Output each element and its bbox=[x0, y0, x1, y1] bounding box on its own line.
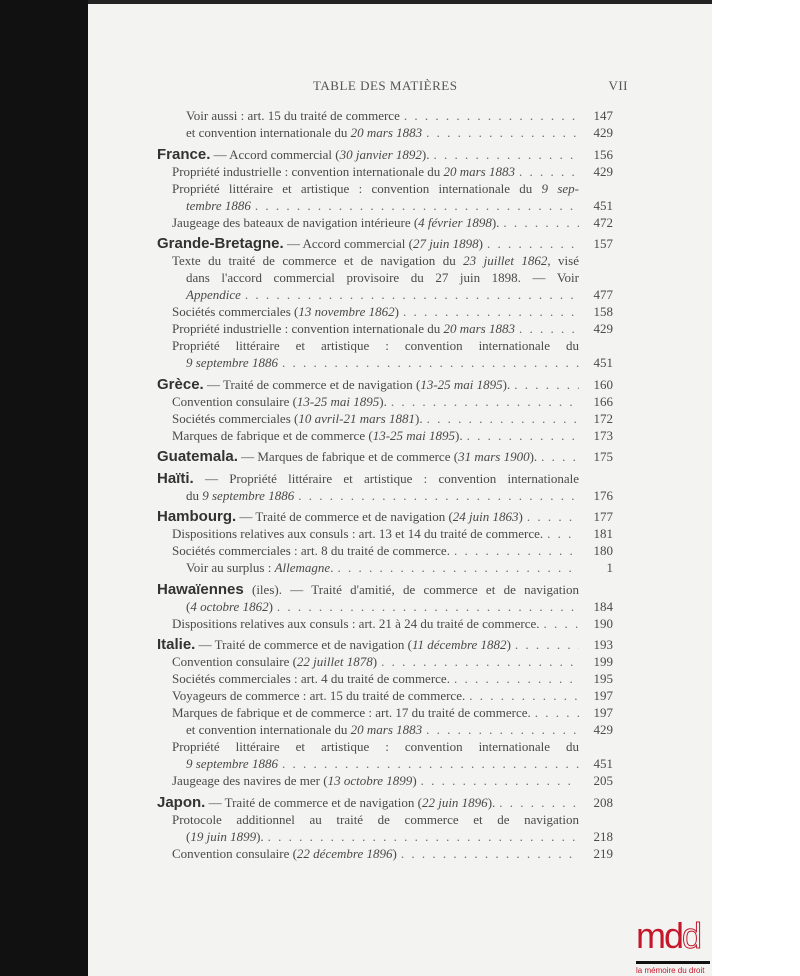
document-page bbox=[88, 4, 712, 976]
date-text: 4 octobre 1862 bbox=[190, 598, 269, 614]
entry-text-part: Convention consulaire ( bbox=[172, 654, 297, 669]
entry-text-part: Convention consulaire ( bbox=[172, 845, 297, 861]
dot-leader bbox=[387, 393, 579, 410]
logo-tagline: la mémoire du droit bbox=[636, 966, 705, 975]
toc-entry-heading bbox=[157, 581, 613, 598]
page-number: 451 bbox=[593, 355, 613, 370]
entry-text bbox=[157, 581, 579, 598]
entry-text-part: Propriété industrielle : convention internationale du bbox=[172, 321, 444, 336]
page-number: 180 bbox=[593, 543, 613, 558]
dot-leader bbox=[400, 107, 579, 124]
entry-text bbox=[172, 704, 531, 721]
country-name: Hawaïennes bbox=[157, 580, 244, 598]
country-name: France. bbox=[157, 145, 211, 163]
dot-leader bbox=[510, 376, 579, 393]
toc-entry-heading bbox=[157, 146, 613, 163]
toc-entry bbox=[157, 598, 613, 615]
toc-entry bbox=[157, 303, 613, 320]
entry-text-part: ). bbox=[455, 427, 463, 443]
date-text: 20 mars 1883 bbox=[350, 125, 423, 140]
toc-entry bbox=[157, 252, 613, 269]
dot-leader bbox=[264, 828, 579, 845]
entry-text-part: ) bbox=[394, 304, 399, 319]
toc-entry bbox=[157, 197, 613, 214]
date-text: 22 décembre 1896 bbox=[296, 845, 393, 861]
entry-text-part: ). bbox=[502, 376, 511, 392]
toc-entry bbox=[157, 811, 613, 828]
page-number: 429 bbox=[593, 321, 613, 336]
date-text: 9 septembre 1886 bbox=[202, 487, 295, 503]
country-name: Japon. bbox=[157, 793, 206, 811]
entry-text bbox=[186, 598, 273, 615]
toc-entry bbox=[157, 286, 613, 303]
dot-leader bbox=[511, 636, 579, 653]
entry-text-part: Sociétés commerciales : art. 8 du traité de commerce. bbox=[172, 543, 450, 558]
date-text: Appendice bbox=[186, 287, 241, 302]
date-text: 31 mars 1900 bbox=[458, 449, 530, 464]
entry-text bbox=[172, 337, 579, 354]
page-number: 181 bbox=[593, 526, 613, 541]
page-folio: VII bbox=[608, 78, 628, 93]
toc-entry bbox=[157, 525, 613, 542]
entry-text-part: et convention internationale du bbox=[186, 722, 351, 737]
toc-entry bbox=[157, 487, 613, 504]
dot-leader bbox=[399, 303, 579, 320]
entry-text bbox=[172, 653, 377, 670]
dot-leader bbox=[515, 320, 579, 337]
country-name: Grande-Bretagne. bbox=[157, 235, 284, 252]
page-column-empty bbox=[579, 269, 613, 286]
page-column-empty bbox=[579, 811, 613, 828]
entry-text-part: Sociétés commerciales ( bbox=[172, 410, 299, 426]
page-number: 197 bbox=[593, 705, 613, 720]
page-number: 156 bbox=[593, 146, 613, 162]
toc-entry bbox=[157, 393, 613, 410]
dot-leader bbox=[251, 197, 579, 214]
entry-text-part: ). bbox=[379, 393, 387, 409]
dot-leader bbox=[540, 615, 579, 632]
page-number: 219 bbox=[593, 845, 613, 861]
date-text: 24 juin 1863 bbox=[452, 509, 519, 524]
date-text: 4 février 1898 bbox=[418, 214, 492, 230]
entry-text bbox=[172, 410, 423, 427]
page-number: 451 bbox=[593, 197, 613, 213]
page-column-empty bbox=[579, 738, 613, 755]
entry-text bbox=[172, 214, 499, 231]
entry-text bbox=[186, 197, 251, 214]
entry-text bbox=[172, 772, 417, 789]
entry-text bbox=[172, 320, 515, 337]
toc-entry bbox=[157, 738, 613, 755]
entry-text bbox=[172, 303, 399, 320]
dot-leader bbox=[495, 794, 579, 811]
entry-text bbox=[172, 738, 579, 755]
page-number: 451 bbox=[593, 756, 613, 771]
toc-entry bbox=[157, 670, 613, 687]
page-number: 177 bbox=[593, 509, 613, 524]
toc-entry bbox=[157, 828, 613, 845]
entry-text-part: ) bbox=[412, 773, 417, 788]
toc-entry bbox=[157, 721, 613, 738]
page-number: 172 bbox=[593, 410, 613, 426]
toc-entry bbox=[157, 163, 613, 180]
entry-text bbox=[186, 487, 294, 504]
entry-text-part: ) bbox=[372, 654, 378, 669]
margin-right bbox=[712, 0, 800, 976]
dot-leader bbox=[483, 235, 579, 252]
entry-text-part: — Propriété littéraire et artistique : convention internationale bbox=[193, 470, 579, 486]
date-text: 20 mars 1883 bbox=[443, 163, 515, 179]
entry-text bbox=[186, 828, 264, 845]
entry-text-part: dans l'accord commercial provisoire du 27 juin 1898. — Voir bbox=[186, 270, 579, 285]
dot-leader bbox=[397, 845, 579, 862]
dot-leader bbox=[463, 427, 579, 444]
entry-text-part: Sociétés commerciales ( bbox=[172, 304, 299, 319]
logo-bar bbox=[636, 961, 710, 964]
date-text: 9 sep- bbox=[541, 180, 579, 196]
page-number: 218 bbox=[593, 828, 613, 844]
entry-text-part: ) bbox=[506, 637, 511, 652]
dot-leader bbox=[422, 721, 579, 738]
page-number: 160 bbox=[593, 376, 613, 392]
page-number: 199 bbox=[593, 654, 613, 669]
entry-text-part: . bbox=[330, 560, 334, 575]
date-text: 13-25 mai 1895 bbox=[372, 427, 456, 443]
dot-leader bbox=[499, 214, 579, 231]
entry-text bbox=[186, 721, 422, 738]
date-text: 13-25 mai 1895 bbox=[296, 393, 380, 409]
entry-text-part: ( bbox=[186, 598, 191, 614]
entry-text-part: ) bbox=[478, 236, 484, 251]
dot-leader bbox=[523, 508, 579, 525]
entry-text bbox=[186, 124, 422, 141]
toc-entry bbox=[157, 845, 613, 862]
dot-leader bbox=[450, 542, 579, 559]
entry-text-part: Voyageurs de commerce : art. 15 du traité de commerce. bbox=[172, 688, 466, 703]
date-text: 9 septembre 1886 bbox=[186, 756, 278, 771]
page-number: 157 bbox=[593, 236, 613, 251]
page-column-empty bbox=[579, 337, 613, 354]
entry-text-part: Jaugeage des navires de mer ( bbox=[172, 773, 328, 788]
page-number: 193 bbox=[593, 637, 613, 652]
entry-text bbox=[157, 508, 523, 525]
scan-border-left bbox=[0, 0, 88, 976]
page-number: 166 bbox=[593, 393, 613, 409]
entry-text bbox=[186, 269, 579, 286]
date-text: 23 juillet 1862 bbox=[463, 253, 548, 268]
toc-entry bbox=[157, 687, 613, 704]
entry-text-part: — Traité de commerce et de navigation ( bbox=[205, 794, 422, 810]
toc-entry bbox=[157, 214, 613, 231]
entry-text bbox=[172, 163, 515, 180]
page-number: 472 bbox=[593, 214, 613, 230]
toc-entry-heading bbox=[157, 794, 613, 811]
entry-text-part: — Accord commercial ( bbox=[210, 146, 340, 162]
dot-leader bbox=[450, 670, 579, 687]
toc-entry-heading bbox=[157, 448, 613, 465]
entry-text-part: Voir aussi : art. 15 du traité de commerce bbox=[186, 108, 400, 123]
entry-text-part: — Traité de commerce et de navigation ( bbox=[195, 637, 412, 652]
logo-mark: mdd bbox=[636, 915, 701, 956]
dot-leader bbox=[422, 124, 579, 141]
page-column-empty bbox=[579, 470, 613, 487]
toc-entry bbox=[157, 615, 613, 632]
dot-leader bbox=[241, 286, 579, 303]
entry-text-part: Sociétés commerciales : art. 4 du traité de commerce. bbox=[172, 671, 450, 686]
page-column-empty bbox=[579, 252, 613, 269]
toc-entry bbox=[157, 772, 613, 789]
date-text: 19 juin 1899 bbox=[190, 828, 257, 844]
entry-text-part: ) bbox=[518, 509, 523, 524]
date-text: 30 janvier 1892 bbox=[339, 146, 422, 162]
entry-text bbox=[172, 615, 540, 632]
date-text: 22 juillet 1878 bbox=[296, 654, 373, 669]
date-text: 13 octobre 1899 bbox=[327, 773, 413, 788]
entry-text bbox=[157, 448, 537, 465]
entry-text-part: Marques de fabrique et de commerce : art. 17 du traité de commerce. bbox=[172, 705, 531, 720]
page-number: 429 bbox=[593, 125, 613, 140]
page-number: 208 bbox=[593, 794, 613, 810]
entry-text bbox=[157, 794, 495, 811]
running-title: TABLE DES MATIÈRES bbox=[313, 78, 458, 93]
entry-text bbox=[157, 235, 483, 252]
entry-text-part: Convention consulaire ( bbox=[172, 393, 297, 409]
entry-text-part: Jaugeage des bateaux de navigation intérieure ( bbox=[172, 214, 419, 230]
entry-text-part: Dispositions relatives aux consuls : art. 13 et 14 du traité de commerce. bbox=[172, 526, 544, 541]
page-column-empty bbox=[579, 581, 613, 598]
toc-entry bbox=[157, 107, 613, 124]
country-name: Haïti. bbox=[157, 469, 194, 487]
toc-entry-heading bbox=[157, 508, 613, 525]
toc-entry-heading bbox=[157, 636, 613, 653]
toc-entry-heading bbox=[157, 376, 613, 393]
toc-entry bbox=[157, 653, 613, 670]
page-number: 477 bbox=[593, 287, 613, 302]
dot-leader bbox=[515, 163, 579, 180]
country-name: Hambourg. bbox=[157, 508, 237, 525]
dot-leader bbox=[278, 354, 579, 371]
dot-leader bbox=[294, 487, 579, 504]
entry-text-part: ). bbox=[529, 449, 538, 464]
entry-text bbox=[186, 559, 333, 576]
page-number: 429 bbox=[593, 722, 613, 737]
entry-text bbox=[172, 393, 387, 410]
dot-leader bbox=[537, 448, 579, 465]
date-text: 13-25 mai 1895 bbox=[420, 376, 503, 392]
date-text: 13 novembre 1862 bbox=[298, 304, 395, 319]
dot-leader bbox=[465, 687, 579, 704]
date-text: 20 mars 1883 bbox=[443, 321, 515, 336]
page-number: 205 bbox=[593, 773, 613, 788]
page-number: 173 bbox=[593, 427, 613, 443]
toc-entry bbox=[157, 180, 613, 197]
entry-text-part: Propriété industrielle : convention internationale du bbox=[172, 163, 444, 179]
entry-text bbox=[172, 687, 465, 704]
date-text: 20 mars 1883 bbox=[350, 722, 423, 737]
toc-entry bbox=[157, 704, 613, 721]
page-number: 184 bbox=[593, 598, 613, 614]
entry-text-part: — Marques de fabrique et de commerce ( bbox=[237, 449, 459, 464]
dot-leader bbox=[430, 146, 579, 163]
entry-text-part: ) bbox=[392, 845, 397, 861]
entry-text-part: — Accord commercial ( bbox=[283, 236, 413, 251]
entry-text-part: ). bbox=[487, 794, 496, 810]
entry-text-part: Propriété littéraire et artistique : convention internationale du bbox=[172, 739, 579, 754]
entry-text-part: Texte du traité de commerce et de navigation du bbox=[172, 253, 464, 268]
date-text: Allemagne bbox=[274, 560, 331, 575]
entry-text bbox=[186, 107, 400, 124]
dot-leader bbox=[531, 704, 579, 721]
entry-text bbox=[172, 811, 579, 828]
entry-text-part: — Traité de commerce et de navigation ( bbox=[203, 376, 421, 392]
entry-text bbox=[172, 427, 463, 444]
entry-text-part: Propriété littéraire et artistique : convention internationale du bbox=[172, 338, 579, 353]
toc-entry bbox=[157, 542, 613, 559]
entry-text bbox=[186, 755, 278, 772]
entry-text-part: Propriété littéraire et artistique : convention internationale du bbox=[172, 180, 542, 196]
entry-text bbox=[157, 636, 511, 653]
entry-text-part: Protocole additionnel au traité de commerce et de navigation bbox=[172, 811, 579, 827]
toc-entry bbox=[157, 755, 613, 772]
entry-text-part: ). bbox=[256, 828, 264, 844]
mdd-logo bbox=[632, 915, 712, 976]
country-name: Italie. bbox=[157, 636, 196, 653]
toc-entry bbox=[157, 354, 613, 371]
entry-text bbox=[172, 670, 450, 687]
date-text: 22 juin 1896 bbox=[421, 794, 488, 810]
date-text: 10 avril-21 mars 1881 bbox=[298, 410, 415, 426]
entry-text-part: ) bbox=[268, 598, 273, 614]
page-number: 1 bbox=[606, 560, 613, 575]
toc-entry bbox=[157, 410, 613, 427]
date-text: tembre 1886 bbox=[186, 197, 251, 213]
entry-text bbox=[157, 146, 430, 163]
toc-entry-heading bbox=[157, 470, 613, 487]
toc-entry bbox=[157, 559, 613, 576]
toc-entry-heading bbox=[157, 235, 613, 252]
date-text: 9 septembre 1886 bbox=[186, 355, 278, 370]
entry-text bbox=[157, 376, 510, 393]
date-text: 11 décembre 1882 bbox=[411, 637, 507, 652]
page-number: 197 bbox=[593, 688, 613, 703]
toc-entry bbox=[157, 427, 613, 444]
entry-text bbox=[172, 542, 450, 559]
entry-text bbox=[172, 845, 397, 862]
dot-leader bbox=[333, 559, 579, 576]
entry-text bbox=[186, 286, 241, 303]
dot-leader bbox=[273, 598, 579, 615]
toc-entry bbox=[157, 320, 613, 337]
entry-text-part: ( bbox=[186, 828, 191, 844]
entry-text bbox=[186, 354, 278, 371]
dot-leader bbox=[543, 525, 579, 542]
dot-leader bbox=[377, 653, 579, 670]
entry-text bbox=[172, 252, 579, 269]
page-number: 158 bbox=[593, 304, 613, 319]
dot-leader bbox=[417, 772, 579, 789]
entry-text bbox=[172, 525, 543, 542]
page-number: 147 bbox=[593, 108, 613, 123]
entry-text bbox=[157, 470, 579, 487]
table-of-contents bbox=[157, 107, 613, 862]
entry-text-part: , visé bbox=[547, 253, 579, 268]
entry-text bbox=[172, 180, 579, 197]
toc-entry bbox=[157, 337, 613, 354]
dot-leader bbox=[278, 755, 579, 772]
entry-text-part: Marques de fabrique et de commerce ( bbox=[172, 427, 373, 443]
country-name: Grèce. bbox=[157, 375, 204, 393]
entry-text-part: ). bbox=[421, 146, 430, 162]
entry-text-part: et convention internationale du bbox=[186, 125, 351, 140]
entry-text-part: ). bbox=[414, 410, 423, 426]
entry-text-part: (iles). — Traité d'amitié, de commerce et de navigation bbox=[243, 581, 579, 597]
dot-leader bbox=[423, 410, 579, 427]
page-number: 195 bbox=[593, 671, 613, 686]
page-number: 429 bbox=[593, 163, 613, 179]
entry-text-part: du bbox=[186, 487, 203, 503]
toc-entry bbox=[157, 269, 613, 286]
country-name: Guatemala. bbox=[157, 448, 238, 465]
page-number: 176 bbox=[593, 487, 613, 503]
entry-text-part: Dispositions relatives aux consuls : art. 21 à 24 du traité de commerce. bbox=[172, 615, 540, 631]
page-number: 190 bbox=[593, 615, 613, 631]
page-column-empty bbox=[579, 180, 613, 197]
page-number: 175 bbox=[593, 449, 613, 464]
entry-text-part: Voir au surplus : bbox=[186, 560, 275, 575]
entry-text-part: — Traité de commerce et de navigation ( bbox=[236, 509, 453, 524]
entry-text-part: ). bbox=[491, 214, 500, 230]
date-text: 27 juin 1898 bbox=[412, 236, 479, 251]
toc-entry bbox=[157, 124, 613, 141]
